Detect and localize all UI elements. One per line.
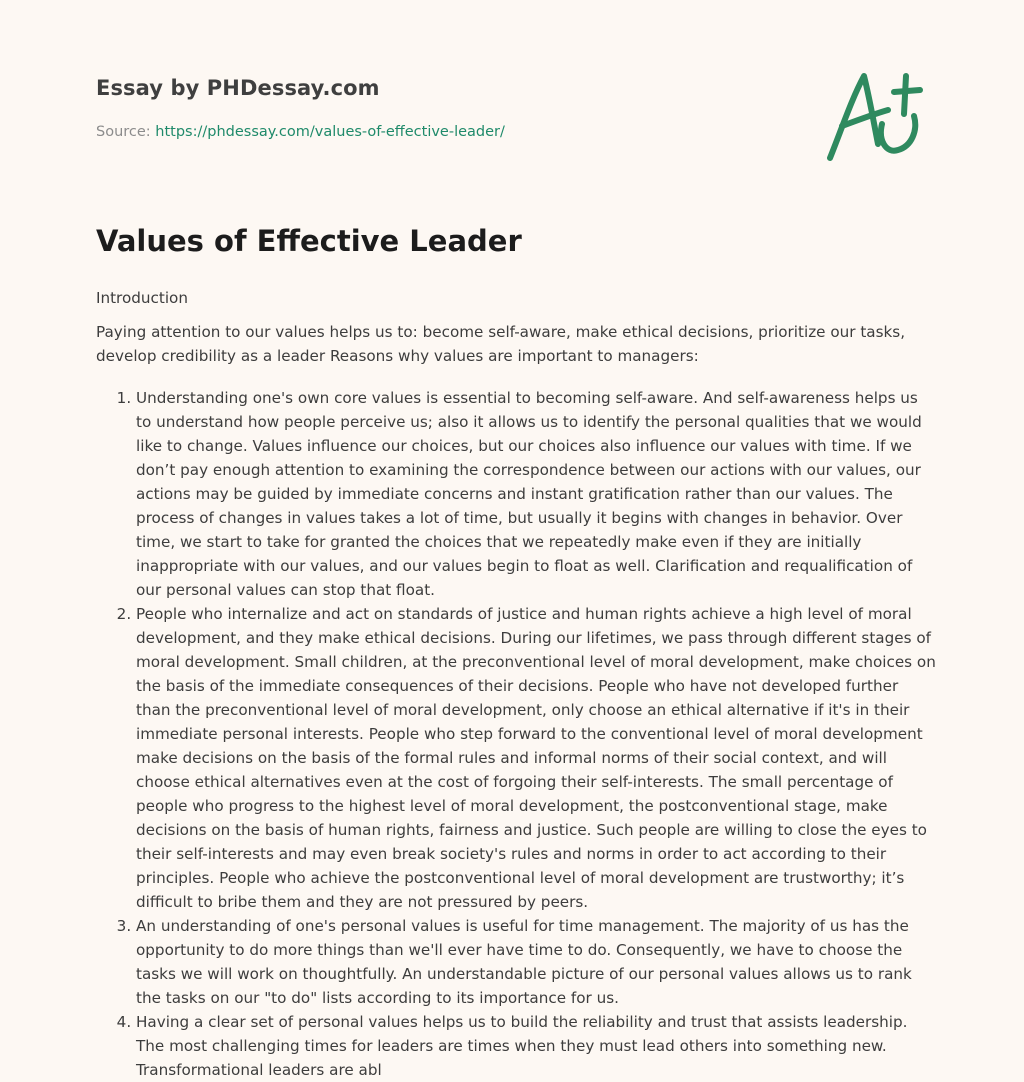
essay-body xyxy=(96,286,936,1082)
list-item: 2. People who internalize and act on standards of justice and human rights achieve a high level of moral development, and they make ethical decisions. During our lifetimes, we pass through different stages of moral development. Small children, at the preconventional level of moral development, make choices on the basis of the immediate consequences of their decisions. People who have not developed further than the preconventional level of moral development, only choose an ethical alternative if it's in their immediate personal interests. People who step forward to the conventional level of moral development make decisions on the basis of the formal rules and informal norms of their social context, and will choose ethical alternatives even at the cost of forgoing their self-interests. The small percentage of people who progress to the highest level of moral development, the postconventional stage, make decisions on the basis of human rights, fairness and justice. Such people are willing to close the eyes to their self-interests and may even break society's rules and norms in order to act according to their principles. People who achieve the postconventional level of moral development are trustworthy; it’s difficult to bribe them and they are not pressured by peers. xyxy=(136,602,936,914)
essay-title: Values of Effective Leader xyxy=(96,224,522,258)
intro-heading: Introduction xyxy=(96,289,188,307)
intro-paragraph: Paying attention to our values helps us to: become self-aware, make ethical decisions, prioritize our tasks, develop credibility as a leader Reasons why values are important to managers: xyxy=(96,323,906,365)
reasons-list xyxy=(96,386,936,1082)
source-label: Source: xyxy=(96,124,156,140)
list-item: 4. Having a clear set of personal values helps us to build the reliability and trust that assists leadership. The most challenging times for leaders are times when they must lead others into something new. Transformational leaders are abl xyxy=(136,1010,936,1082)
list-item: 3. An understanding of one's personal values is useful for time management. The majority of us has the opportunity to do more things than we'll ever have time to do. Consequently, we have to choose the tasks we will work on thoughtfully. An understandable picture of our personal values allows us to rank the tasks on our "to do" lists according to its importance for us. xyxy=(136,914,936,1010)
a-plus-logo-icon xyxy=(820,66,930,166)
source-line xyxy=(96,124,505,140)
site-brand: Essay by PHDessay.com xyxy=(96,76,380,100)
list-item: 1. Understanding one's own core values is essential to becoming self-aware. And self-awareness helps us to understand how people perceive us; also it allows us to identify the personal qualities that we would like to change. Values influence our choices, but our choices also influence our values with time. If we don’t pay enough attention to examining the correspondence between our actions with our values, our actions may be guided by immediate concerns and instant gratification rather than our values. The process of changes in values takes a lot of time, but usually it begins with changes in behavior. Over time, we start to take for granted the choices that we repeatedly make even if they are initially inappropriate with our values, and our values begin to float as well. Clarification and requalification of our personal values can stop that float. xyxy=(136,386,936,602)
source-link[interactable]: https://phdessay.com/values-of-effective-leader/ xyxy=(155,124,505,140)
